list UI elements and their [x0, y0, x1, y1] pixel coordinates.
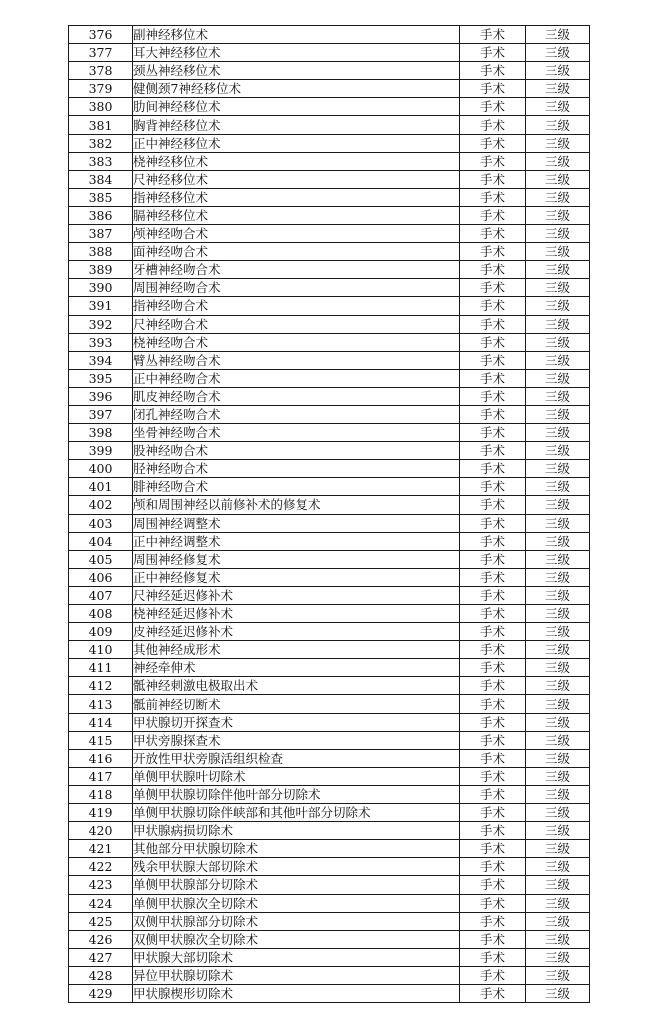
table-row — [69, 659, 590, 677]
table-row — [69, 478, 590, 496]
cell-grade-level: 三级 — [526, 623, 590, 641]
cell-number: 399 — [69, 442, 133, 460]
table-row — [69, 605, 590, 623]
cell-category: 手术 — [460, 749, 526, 767]
cell-category: 手术 — [460, 550, 526, 568]
cell-number: 386 — [69, 206, 133, 224]
cell-number: 388 — [69, 243, 133, 261]
table-row — [69, 532, 590, 550]
table-row — [69, 279, 590, 297]
table-row — [69, 749, 590, 767]
cell-procedure-name: 桡神经延迟修补术 — [133, 605, 460, 623]
cell-number: 419 — [69, 804, 133, 822]
cell-number: 412 — [69, 677, 133, 695]
cell-grade-level: 三级 — [526, 297, 590, 315]
table-row — [69, 188, 590, 206]
cell-number: 397 — [69, 405, 133, 423]
cell-procedure-name: 尺神经吻合术 — [133, 315, 460, 333]
cell-category: 手术 — [460, 586, 526, 604]
cell-procedure-name: 单侧甲状腺次全切除术 — [133, 894, 460, 912]
cell-category: 手术 — [460, 369, 526, 387]
table-row — [69, 496, 590, 514]
cell-procedure-name: 周围神经调整术 — [133, 514, 460, 532]
cell-number: 393 — [69, 333, 133, 351]
cell-number: 416 — [69, 749, 133, 767]
cell-number: 429 — [69, 984, 133, 1002]
table-row — [69, 424, 590, 442]
cell-grade-level: 三级 — [526, 261, 590, 279]
cell-grade-level: 三级 — [526, 858, 590, 876]
cell-procedure-name: 尺神经延迟修补术 — [133, 586, 460, 604]
cell-number: 392 — [69, 315, 133, 333]
cell-number: 427 — [69, 948, 133, 966]
cell-procedure-name: 坐骨神经吻合术 — [133, 424, 460, 442]
table-row — [69, 243, 590, 261]
cell-category: 手术 — [460, 170, 526, 188]
cell-procedure-name: 膈神经移位术 — [133, 206, 460, 224]
cell-number: 391 — [69, 297, 133, 315]
table-row — [69, 677, 590, 695]
cell-grade-level: 三级 — [526, 586, 590, 604]
cell-category: 手术 — [460, 496, 526, 514]
cell-grade-level: 三级 — [526, 152, 590, 170]
table-row — [69, 804, 590, 822]
cell-grade-level: 三级 — [526, 514, 590, 532]
cell-grade-level: 三级 — [526, 930, 590, 948]
cell-category: 手术 — [460, 333, 526, 351]
cell-procedure-name: 桡神经移位术 — [133, 152, 460, 170]
cell-number: 387 — [69, 225, 133, 243]
cell-category: 手术 — [460, 532, 526, 550]
cell-category: 手术 — [460, 804, 526, 822]
cell-number: 379 — [69, 80, 133, 98]
cell-category: 手术 — [460, 767, 526, 785]
cell-category: 手术 — [460, 605, 526, 623]
cell-category: 手术 — [460, 568, 526, 586]
cell-grade-level: 三级 — [526, 62, 590, 80]
cell-category: 手术 — [460, 134, 526, 152]
cell-number: 381 — [69, 116, 133, 134]
cell-category: 手术 — [460, 188, 526, 206]
cell-number: 384 — [69, 170, 133, 188]
cell-category: 手术 — [460, 966, 526, 984]
cell-category: 手术 — [460, 98, 526, 116]
cell-grade-level: 三级 — [526, 170, 590, 188]
cell-procedure-name: 甲状腺楔形切除术 — [133, 984, 460, 1002]
procedure-table — [68, 25, 590, 1003]
cell-grade-level: 三级 — [526, 80, 590, 98]
cell-grade-level: 三级 — [526, 659, 590, 677]
cell-grade-level: 三级 — [526, 785, 590, 803]
cell-number: 395 — [69, 369, 133, 387]
cell-grade-level: 三级 — [526, 948, 590, 966]
cell-number: 385 — [69, 188, 133, 206]
cell-category: 手术 — [460, 62, 526, 80]
table-row — [69, 134, 590, 152]
cell-number: 396 — [69, 387, 133, 405]
cell-procedure-name: 胸背神经移位术 — [133, 116, 460, 134]
cell-category: 手术 — [460, 44, 526, 62]
cell-grade-level: 三级 — [526, 225, 590, 243]
cell-grade-level: 三级 — [526, 749, 590, 767]
cell-number: 398 — [69, 424, 133, 442]
table-row — [69, 369, 590, 387]
cell-procedure-name: 异位甲状腺切除术 — [133, 966, 460, 984]
cell-procedure-name: 正中神经移位术 — [133, 134, 460, 152]
cell-grade-level: 三级 — [526, 966, 590, 984]
cell-number: 422 — [69, 858, 133, 876]
cell-grade-level: 三级 — [526, 894, 590, 912]
cell-category: 手术 — [460, 26, 526, 44]
cell-procedure-name: 神经牵伸术 — [133, 659, 460, 677]
cell-procedure-name: 残余甲状腺大部切除术 — [133, 858, 460, 876]
cell-grade-level: 三级 — [526, 369, 590, 387]
cell-procedure-name: 颅神经吻合术 — [133, 225, 460, 243]
cell-procedure-name: 指神经吻合术 — [133, 297, 460, 315]
cell-grade-level: 三级 — [526, 695, 590, 713]
cell-grade-level: 三级 — [526, 876, 590, 894]
cell-category: 手术 — [460, 206, 526, 224]
cell-procedure-name: 健侧颈7神经移位术 — [133, 80, 460, 98]
table-row — [69, 731, 590, 749]
cell-grade-level: 三级 — [526, 641, 590, 659]
cell-category: 手术 — [460, 243, 526, 261]
cell-grade-level: 三级 — [526, 478, 590, 496]
table-row — [69, 550, 590, 568]
table-row — [69, 460, 590, 478]
cell-procedure-name: 正中神经修复术 — [133, 568, 460, 586]
cell-procedure-name: 甲状旁腺探查术 — [133, 731, 460, 749]
cell-number: 410 — [69, 641, 133, 659]
cell-grade-level: 三级 — [526, 333, 590, 351]
table-row — [69, 840, 590, 858]
cell-grade-level: 三级 — [526, 279, 590, 297]
cell-number: 382 — [69, 134, 133, 152]
table-row — [69, 405, 590, 423]
cell-procedure-name: 甲状腺切开探查术 — [133, 713, 460, 731]
table-row — [69, 514, 590, 532]
cell-grade-level: 三级 — [526, 98, 590, 116]
table-row — [69, 858, 590, 876]
procedure-table-body — [69, 26, 590, 1003]
cell-category: 手术 — [460, 387, 526, 405]
cell-procedure-name: 单侧甲状腺叶切除术 — [133, 767, 460, 785]
cell-number: 377 — [69, 44, 133, 62]
cell-category: 手术 — [460, 442, 526, 460]
cell-category: 手术 — [460, 677, 526, 695]
cell-procedure-name: 牙槽神经吻合术 — [133, 261, 460, 279]
cell-procedure-name: 肌皮神经吻合术 — [133, 387, 460, 405]
cell-grade-level: 三级 — [526, 984, 590, 1002]
cell-category: 手术 — [460, 261, 526, 279]
cell-grade-level: 三级 — [526, 532, 590, 550]
cell-procedure-name: 皮神经延迟修补术 — [133, 623, 460, 641]
cell-category: 手术 — [460, 641, 526, 659]
cell-category: 手术 — [460, 822, 526, 840]
cell-number: 400 — [69, 460, 133, 478]
cell-grade-level: 三级 — [526, 767, 590, 785]
cell-number: 420 — [69, 822, 133, 840]
cell-category: 手术 — [460, 731, 526, 749]
cell-category: 手术 — [460, 894, 526, 912]
cell-procedure-name: 正中神经调整术 — [133, 532, 460, 550]
cell-grade-level: 三级 — [526, 550, 590, 568]
cell-category: 手术 — [460, 351, 526, 369]
table-row — [69, 912, 590, 930]
cell-category: 手术 — [460, 623, 526, 641]
cell-procedure-name: 腓神经吻合术 — [133, 478, 460, 496]
cell-procedure-name: 正中神经吻合术 — [133, 369, 460, 387]
cell-procedure-name: 单侧甲状腺切除伴他叶部分切除术 — [133, 785, 460, 803]
cell-category: 手术 — [460, 80, 526, 98]
cell-number: 390 — [69, 279, 133, 297]
cell-category: 手术 — [460, 116, 526, 134]
table-row — [69, 152, 590, 170]
cell-number: 394 — [69, 351, 133, 369]
table-row — [69, 966, 590, 984]
table-row — [69, 767, 590, 785]
cell-number: 414 — [69, 713, 133, 731]
cell-number: 424 — [69, 894, 133, 912]
table-row — [69, 206, 590, 224]
cell-number: 389 — [69, 261, 133, 279]
cell-grade-level: 三级 — [526, 605, 590, 623]
cell-procedure-name: 周围神经吻合术 — [133, 279, 460, 297]
cell-procedure-name: 双侧甲状腺部分切除术 — [133, 912, 460, 930]
table-row — [69, 351, 590, 369]
cell-category: 手术 — [460, 912, 526, 930]
cell-procedure-name: 桡神经吻合术 — [133, 333, 460, 351]
cell-procedure-name: 双侧甲状腺次全切除术 — [133, 930, 460, 948]
cell-number: 411 — [69, 659, 133, 677]
cell-number: 425 — [69, 912, 133, 930]
cell-number: 407 — [69, 586, 133, 604]
cell-number: 404 — [69, 532, 133, 550]
table-row — [69, 387, 590, 405]
cell-category: 手术 — [460, 315, 526, 333]
cell-procedure-name: 周围神经修复术 — [133, 550, 460, 568]
table-row — [69, 876, 590, 894]
cell-procedure-name: 臂丛神经吻合术 — [133, 351, 460, 369]
table-row — [69, 225, 590, 243]
cell-number: 403 — [69, 514, 133, 532]
cell-procedure-name: 颅和周围神经以前修补术的修复术 — [133, 496, 460, 514]
cell-procedure-name: 尺神经移位术 — [133, 170, 460, 188]
cell-grade-level: 三级 — [526, 424, 590, 442]
table-row — [69, 62, 590, 80]
cell-number: 409 — [69, 623, 133, 641]
cell-category: 手术 — [460, 152, 526, 170]
cell-category: 手术 — [460, 695, 526, 713]
cell-number: 380 — [69, 98, 133, 116]
cell-grade-level: 三级 — [526, 44, 590, 62]
cell-procedure-name: 指神经移位术 — [133, 188, 460, 206]
cell-category: 手术 — [460, 424, 526, 442]
cell-grade-level: 三级 — [526, 568, 590, 586]
table-row — [69, 641, 590, 659]
cell-number: 415 — [69, 731, 133, 749]
cell-number: 413 — [69, 695, 133, 713]
cell-category: 手术 — [460, 514, 526, 532]
cell-number: 402 — [69, 496, 133, 514]
cell-category: 手术 — [460, 840, 526, 858]
cell-number: 417 — [69, 767, 133, 785]
cell-number: 406 — [69, 568, 133, 586]
cell-grade-level: 三级 — [526, 405, 590, 423]
table-row — [69, 98, 590, 116]
cell-procedure-name: 单侧甲状腺切除伴峡部和其他叶部分切除术 — [133, 804, 460, 822]
table-row — [69, 930, 590, 948]
cell-procedure-name: 颈丛神经移位术 — [133, 62, 460, 80]
cell-grade-level: 三级 — [526, 188, 590, 206]
cell-category: 手术 — [460, 930, 526, 948]
table-row — [69, 261, 590, 279]
cell-category: 手术 — [460, 785, 526, 803]
cell-procedure-name: 单侧甲状腺部分切除术 — [133, 876, 460, 894]
cell-category: 手术 — [460, 279, 526, 297]
cell-procedure-name: 其他神经成形术 — [133, 641, 460, 659]
cell-number: 401 — [69, 478, 133, 496]
cell-category: 手术 — [460, 713, 526, 731]
table-row — [69, 894, 590, 912]
cell-number: 376 — [69, 26, 133, 44]
table-row — [69, 984, 590, 1002]
cell-category: 手术 — [460, 225, 526, 243]
cell-grade-level: 三级 — [526, 387, 590, 405]
cell-grade-level: 三级 — [526, 496, 590, 514]
table-row — [69, 116, 590, 134]
cell-grade-level: 三级 — [526, 840, 590, 858]
table-row — [69, 333, 590, 351]
cell-grade-level: 三级 — [526, 351, 590, 369]
cell-procedure-name: 开放性甲状旁腺活组织检查 — [133, 749, 460, 767]
table-row — [69, 568, 590, 586]
cell-grade-level: 三级 — [526, 731, 590, 749]
cell-grade-level: 三级 — [526, 677, 590, 695]
cell-category: 手术 — [460, 405, 526, 423]
table-row — [69, 785, 590, 803]
cell-procedure-name: 副神经移位术 — [133, 26, 460, 44]
cell-procedure-name: 胫神经吻合术 — [133, 460, 460, 478]
cell-category: 手术 — [460, 478, 526, 496]
cell-category: 手术 — [460, 460, 526, 478]
cell-category: 手术 — [460, 948, 526, 966]
cell-procedure-name: 骶前神经切断术 — [133, 695, 460, 713]
cell-number: 408 — [69, 605, 133, 623]
cell-grade-level: 三级 — [526, 134, 590, 152]
cell-number: 428 — [69, 966, 133, 984]
cell-procedure-name: 甲状腺病损切除术 — [133, 822, 460, 840]
cell-procedure-name: 骶神经刺激电极取出术 — [133, 677, 460, 695]
cell-procedure-name: 面神经吻合术 — [133, 243, 460, 261]
cell-number: 423 — [69, 876, 133, 894]
table-row — [69, 948, 590, 966]
cell-category: 手术 — [460, 297, 526, 315]
table-row — [69, 822, 590, 840]
cell-grade-level: 三级 — [526, 912, 590, 930]
cell-procedure-name: 其他部分甲状腺切除术 — [133, 840, 460, 858]
table-row — [69, 170, 590, 188]
cell-number: 426 — [69, 930, 133, 948]
cell-grade-level: 三级 — [526, 315, 590, 333]
cell-grade-level: 三级 — [526, 822, 590, 840]
table-row — [69, 26, 590, 44]
table-row — [69, 44, 590, 62]
cell-procedure-name: 闭孔神经吻合术 — [133, 405, 460, 423]
cell-procedure-name: 甲状腺大部切除术 — [133, 948, 460, 966]
cell-grade-level: 三级 — [526, 804, 590, 822]
cell-category: 手术 — [460, 659, 526, 677]
cell-grade-level: 三级 — [526, 442, 590, 460]
cell-category: 手术 — [460, 984, 526, 1002]
cell-grade-level: 三级 — [526, 116, 590, 134]
cell-number: 383 — [69, 152, 133, 170]
cell-number: 418 — [69, 785, 133, 803]
table-row — [69, 713, 590, 731]
cell-number: 421 — [69, 840, 133, 858]
cell-procedure-name: 肋间神经移位术 — [133, 98, 460, 116]
table-row — [69, 586, 590, 604]
cell-number: 378 — [69, 62, 133, 80]
table-row — [69, 297, 590, 315]
cell-grade-level: 三级 — [526, 713, 590, 731]
procedure-list-page — [68, 25, 590, 1003]
cell-procedure-name: 股神经吻合术 — [133, 442, 460, 460]
cell-grade-level: 三级 — [526, 243, 590, 261]
cell-grade-level: 三级 — [526, 26, 590, 44]
table-row — [69, 623, 590, 641]
cell-grade-level: 三级 — [526, 206, 590, 224]
table-row — [69, 315, 590, 333]
cell-category: 手术 — [460, 876, 526, 894]
cell-grade-level: 三级 — [526, 460, 590, 478]
cell-number: 405 — [69, 550, 133, 568]
cell-category: 手术 — [460, 858, 526, 876]
table-row — [69, 695, 590, 713]
table-row — [69, 80, 590, 98]
table-row — [69, 442, 590, 460]
cell-procedure-name: 耳大神经移位术 — [133, 44, 460, 62]
